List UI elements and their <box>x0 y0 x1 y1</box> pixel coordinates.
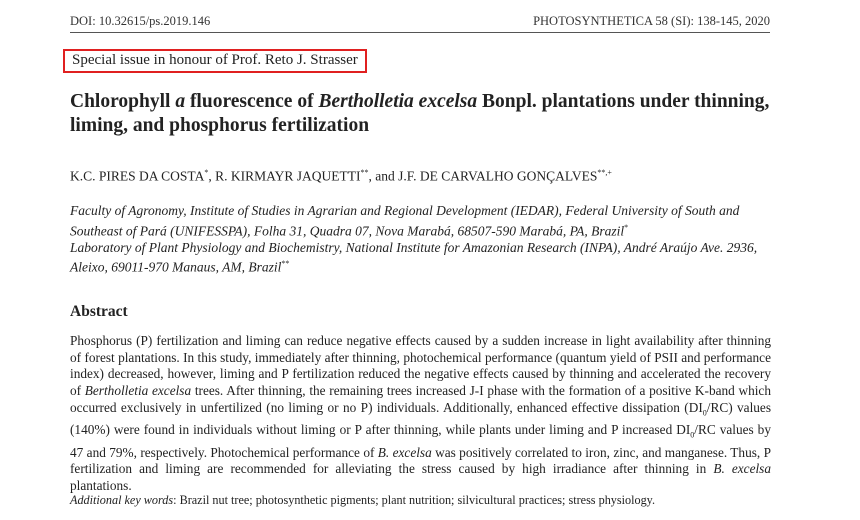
title-part-2: fluorescence of <box>185 91 319 112</box>
abstract-subscript-2: 0 <box>690 430 695 440</box>
affiliations <box>70 203 770 276</box>
paper-title <box>70 90 790 138</box>
abstract-text-6: plantations. <box>70 477 132 493</box>
affiliation-1-mark: * <box>624 222 629 232</box>
abstract-text-3: /RC) values (140%) were found in individuals without liming or P after thinning, while plants under liming and P increased DI <box>70 399 772 438</box>
journal-citation: PHOTOSYNTHETICA 58 (SI): 138-145, 2020 <box>533 14 770 28</box>
abstract-heading: Abstract <box>70 303 128 320</box>
author-list <box>70 168 790 185</box>
doi-text: DOI: 10.32615/ps.2019.146 <box>70 14 211 28</box>
abstract-text-5: was positively correlated to iron, zinc, and manganese. Thus, P fertilization and liming are recommended for alleviating the stress caused by high irradiance after thinning in <box>70 444 771 477</box>
abstract-body <box>70 333 771 495</box>
author-3: , and J.F. DE CARVALHO GONÇALVES <box>368 168 598 184</box>
author-2: , R. KIRMAYR JAQUETTI <box>208 168 361 184</box>
abstract-species-2: B. excelsa <box>377 444 432 460</box>
special-issue-note: Special issue in honour of Prof. Reto J. Strasser <box>63 49 367 73</box>
title-italic-2: Bertholletia excelsa <box>318 91 478 112</box>
affiliation-2: Laboratory of Plant Physiology and Biochemistry, National Institute for Amazonian Research (INPA), André Araújo Ave. 2936, Aleixo, 69011-970 Manaus, AM, Brazil <box>70 239 758 275</box>
title-part-1: Chlorophyll <box>70 91 176 112</box>
author-3-mark: **,+ <box>597 168 612 177</box>
affiliation-2-mark: ** <box>281 259 290 269</box>
affiliation-1: Faculty of Agronomy, Institute of Studies in Agrarian and Regional Development (IEDAR), Federal University of South and Southeast of Pará (UNIFESSPA), Folha 31, Quadra 07, Nova Marabá, 68507-590 Marabá, PA, Brazil <box>70 203 740 239</box>
running-header <box>70 14 770 29</box>
author-1-mark: * <box>204 168 209 177</box>
title-italic-1: a <box>175 91 186 112</box>
abstract-text-1: Phosphorus (P) fertilization and liming can reduce negative effects caused by a sudden increase in light availability after thinning of forest plantations. In this study, immediately after thinning, photochemical performance (quantum yield of PSII and performance index) decreased, however, liming and P fertilization reduced the negative effects caused by thinning and accelerated the recovery of <box>70 333 771 399</box>
author-1: K.C. PIRES DA COSTA <box>70 168 205 184</box>
abstract-text-4: /RC values by 47 and 79%, respectively. Photochemical performance of <box>70 422 771 460</box>
keywords-text: : Brazil nut tree; photosynthetic pigments; plant nutrition; silvicultural practices; stress physiology. <box>173 493 656 507</box>
abstract-subscript-1: 0 <box>702 408 707 418</box>
keywords <box>70 493 790 508</box>
title-part-3: Bonpl. plantations under thinning, liming, and phosphorus fertilization <box>70 91 770 136</box>
abstract-species-1: Bertholletia excelsa <box>84 383 192 399</box>
keywords-label: Additional key words <box>70 493 174 507</box>
abstract-species-3: B. excelsa <box>713 461 771 477</box>
abstract-text-2: trees. After thinning, the remaining trees increased J-I phase with the formation of a positive K-band which occurred exclusively in unfertilized (no liming or no P) individuals. Additionally, enhanced effective dissipation (DI <box>70 383 771 415</box>
author-2-mark: ** <box>360 168 369 177</box>
header-rule <box>70 32 770 33</box>
